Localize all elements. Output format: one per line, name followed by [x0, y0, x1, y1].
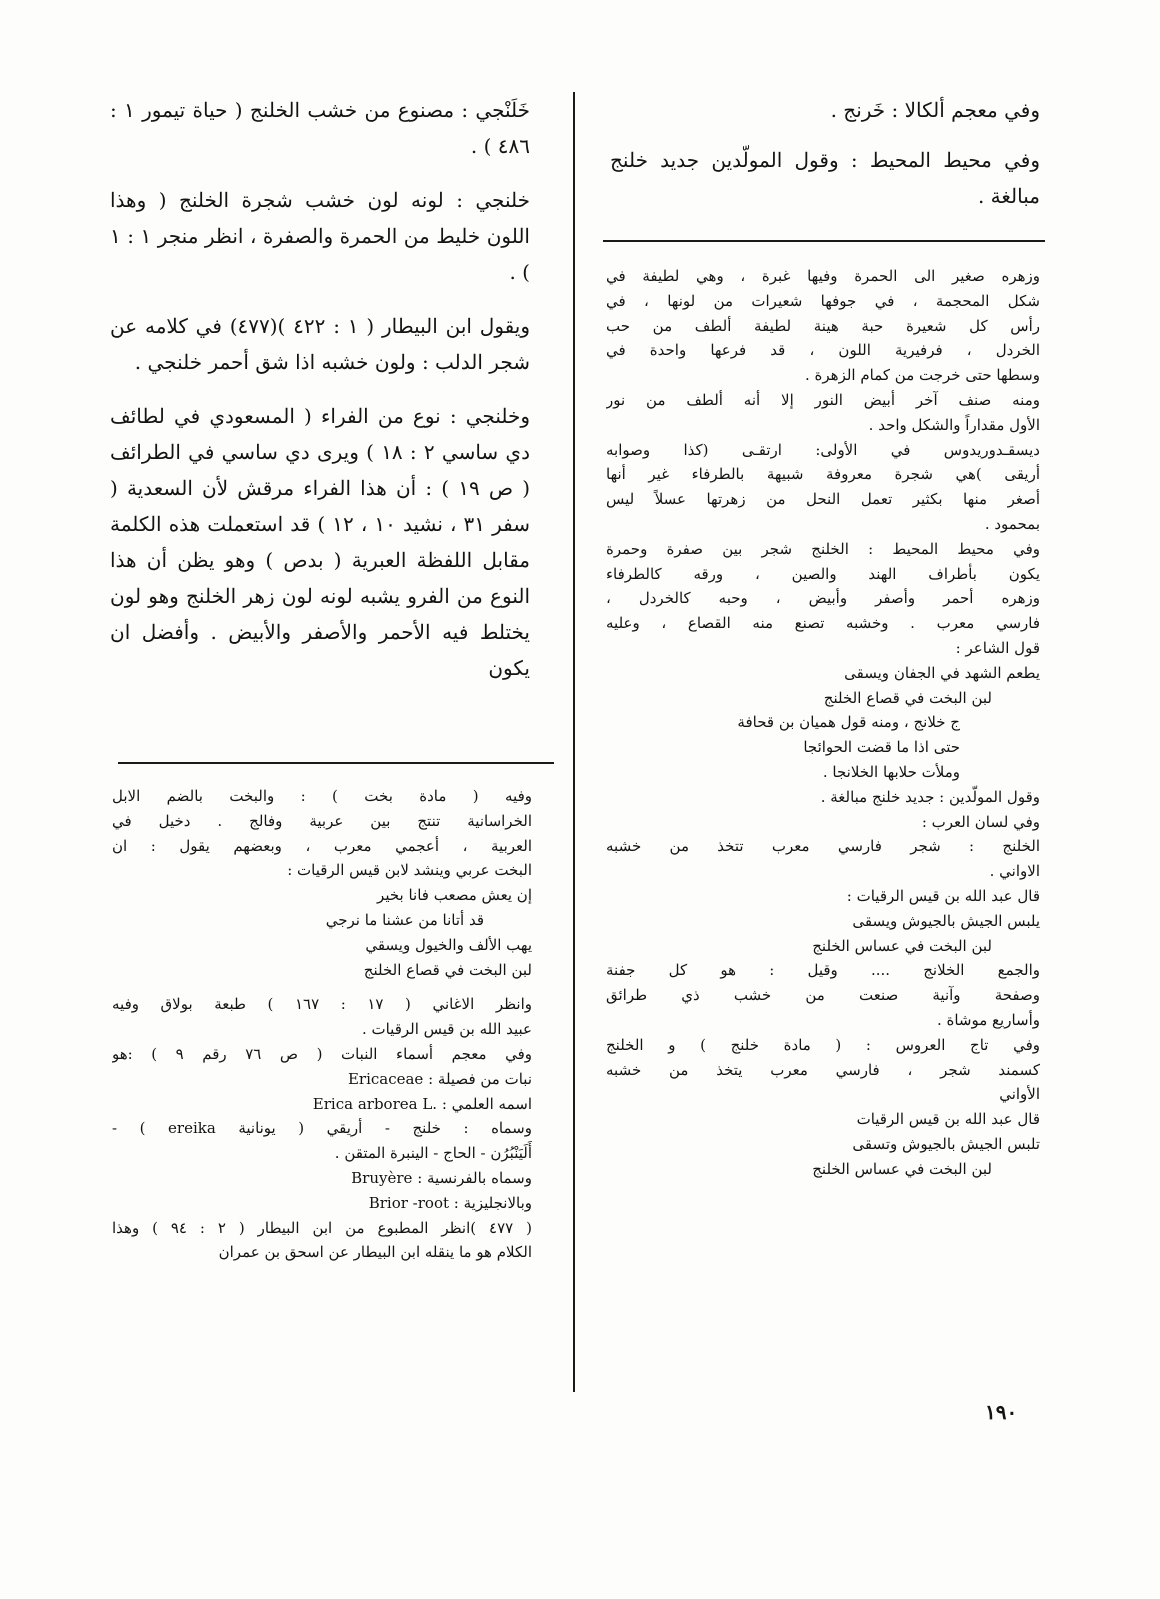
- note-line: وسماه : خلنج - أريقي ( يونانية ereika ) -: [112, 1119, 532, 1138]
- note-line: اسمه العلمي : .Erica arborea L: [312, 1094, 532, 1113]
- right-main-text: [610, 92, 1040, 214]
- note-line: البخت عربي وينشد لابن قيس الرقيات :: [287, 861, 532, 880]
- left-main-text: [110, 92, 530, 686]
- paragraph: خلنجي : لونه لون خشب شجرة الخلنج ( وهذا اللون خليط من الحمرة والصفرة ، انظر منجر ۱ : ۱ ) .: [110, 188, 530, 284]
- note-line: وفي لسان العرب :: [921, 812, 1040, 831]
- footnote-separator-left: [118, 762, 554, 764]
- paragraph: وخلنجي : نوع من الفراء ( المسعودي في لطائف دي ساسي ۲ : ۱۸ ) ويرى دي ساسي في الطرائف ( ص ۱۹ ) : أن هذا الفراء مرقش لأن السعدية ( سفر ۳۱ ، نشيد ۱۰ ، ۱۲ ) قد استعملت هذه الكلمة مقابل اللفظة العبرية ( بدص ) وهو يظن أن هذا النوع من الفرو يشبه لونه لون زهر الخلنج وهو لون يختلط فيه الأحمر والأصفر والأبيض . وأفضل ان يكون: [110, 404, 531, 680]
- note-line: الأواني: [999, 1085, 1040, 1104]
- paragraph: وفي معجم ألكالا : خَرنج .: [830, 98, 1040, 122]
- paragraph: وفي محيط المحيط : وقول المولّدين جديد خلنج مبالغة .: [610, 148, 1040, 208]
- note-line: نبات من فصيلة : Ericaceae: [347, 1069, 532, 1088]
- note-line: ج خلانج ، ومنه قول هميان بن قحافة: [737, 713, 960, 732]
- note-line: وفي محيط المحيط : الخلنج شجر بين صفرة وحمرة: [606, 539, 1040, 558]
- note-line: الخلنج : شجر فارسي معرب تتخذ من خشبه: [606, 837, 1040, 856]
- verse-line: إن يعش مصعب فانا بخير: [377, 886, 532, 905]
- note-line: وزهره أحمر وأصفر وأبيض ، وحبه كالخردل ،: [606, 589, 1040, 608]
- note-line: الخردل ، فرفيرية اللون ، قد فرعها واحدة في: [606, 341, 1040, 360]
- note-line: وسطها حتى خرجت من كمام الزهرة .: [804, 366, 1040, 385]
- verse-line: يطعم الشهد في الجفان ويسقى: [844, 663, 1040, 682]
- note-line: وزهره صغير الى الحمرة وفيها غبرة ، وهي لطيفة في: [606, 267, 1040, 285]
- note-line: وفي تاج العروس : ( مادة خلنج ) و الخلنج: [606, 1035, 1040, 1054]
- verse-line: لبن البخت في عساس الخلنج: [812, 936, 992, 955]
- verse-line: حتى اذا ما قضت الحوائجا: [803, 738, 960, 757]
- verse-line: تلبس الجيش بالجيوش وتسقى: [852, 1134, 1040, 1153]
- note-line: ديسقـدوريدوس في الأولى: ارتقـى (كذا وصوابه: [606, 440, 1040, 459]
- verse-line: لبن البخت في قصاع الخلنج: [823, 688, 992, 707]
- note-line: وفي معجم أسماء النبات ( ص ۷٦ رقم ۹ ) :هو: [112, 1044, 532, 1063]
- paragraph: ويقول ابن البيطار ( ۱ : ٤٢٢ )(٤٧٧) في كلامه عن شجر الدلب : ولون خشبه اذا شق أحمر خلنجي .: [110, 314, 530, 374]
- note-line: الاواني .: [989, 862, 1040, 881]
- note-line: وقول المولّدين : جديد خلنج مبالغة .: [820, 787, 1040, 806]
- left-notes: [112, 784, 532, 1265]
- note-line: قال عبد الله بن قيس الرقيات :: [846, 886, 1040, 905]
- note-line: أصغر منها بكثير تعمل النحل من زهرتها عسلاً ليس: [606, 490, 1040, 509]
- footnote-477: ( ٤٧٧ )انظر المطبوع من ابن البيطار ( ۲ : ۹٤ ) وهذا: [112, 1218, 532, 1237]
- note-line: رأس كل شعيرة حبة هينة لطيفة ألطف من حب: [606, 316, 1040, 335]
- note-line: الكلام هو ما ينقله ابن البيطار عن اسحق بن عمران: [218, 1243, 532, 1262]
- note-line: العربية ، أعجمي معرب ، وبعضهم يقول : ان: [112, 836, 532, 855]
- note-line: الخراسانية تنتج بين عربية وفالج . دخيل في: [112, 811, 532, 830]
- note-line: قال عبد الله بن قيس الرقيات: [856, 1110, 1040, 1129]
- verse-line: لبن البخت في عساس الخلنج: [812, 1159, 992, 1178]
- note-line: شكل المحجمة ، في جوفها شعيرات من لونها ، في: [606, 291, 1040, 310]
- note-line: الأول مقداراً والشكل واحد .: [868, 415, 1040, 434]
- note-line: قول الشاعر :: [955, 638, 1040, 657]
- note-line: وأساريع موشاة .: [936, 1010, 1040, 1029]
- verse-line: يهب الألف والخيول ويسقي: [365, 935, 532, 954]
- note-line: وفيه ( مادة بخت ) : والبخت بالضم الابل: [112, 787, 532, 805]
- footnote-separator-right: [603, 240, 1045, 242]
- verse-line: وملأت حلابها الخلانجا .: [822, 762, 960, 781]
- note-line: وانظر الاغاني ( ۱۷ : ۱٦۷ ) طبعة بولاق وفيه: [112, 995, 532, 1014]
- column-divider: [573, 92, 575, 1392]
- note-line: وسماه بالفرنسية : Bruyère: [351, 1168, 532, 1187]
- note-line: ومنه صنف آخر أبيض النور إلا أنه ألطف من نور: [606, 390, 1040, 409]
- verse-line: قد أتانا من عشنا ما نرجي: [325, 910, 484, 929]
- note-line: وبالانجليزية : Brior -root: [368, 1193, 532, 1212]
- note-line: أَلَيَنْبُرُن - الحاج - الينبرة المتقن .: [334, 1144, 532, 1163]
- note-line: عبيد الله بن قيس الرقيات .: [361, 1020, 532, 1039]
- spacer: [112, 982, 532, 992]
- paragraph: خَلَنْجي : مصنوع من خشب الخلنج ( حياة تيمور ۱ : ٤٨٦ ) .: [110, 98, 530, 158]
- note-line: أريقى )هي شجرة معروفة شبيهة بالطرفاء غير أنها: [606, 465, 1040, 484]
- note-line: بمحمود .: [984, 514, 1040, 533]
- note-line: كسمند شجر ، فارسي معرب يتخذ من خشبه: [606, 1060, 1040, 1079]
- note-line: وصفحة وآنية صنعت من خشب ذي طرائق: [606, 986, 1040, 1005]
- verse-line: يلبس الجيش بالجيوش ويسقى: [852, 911, 1040, 930]
- note-line: فارسي معرب . وخشبه تصنع منه القصاع ، وعليه: [606, 614, 1040, 633]
- verse-line: لبن البخت في قصاع الخلنج: [363, 960, 532, 979]
- note-line: والجمع الخلانج .... وقيل : هو كل جفنة: [606, 961, 1040, 980]
- page-number: ۱۹۰: [985, 1400, 1018, 1424]
- right-notes: [606, 264, 1040, 1181]
- note-line: يكون بأطراف الهند والصين ، ورقه كالطرفاء: [606, 564, 1040, 583]
